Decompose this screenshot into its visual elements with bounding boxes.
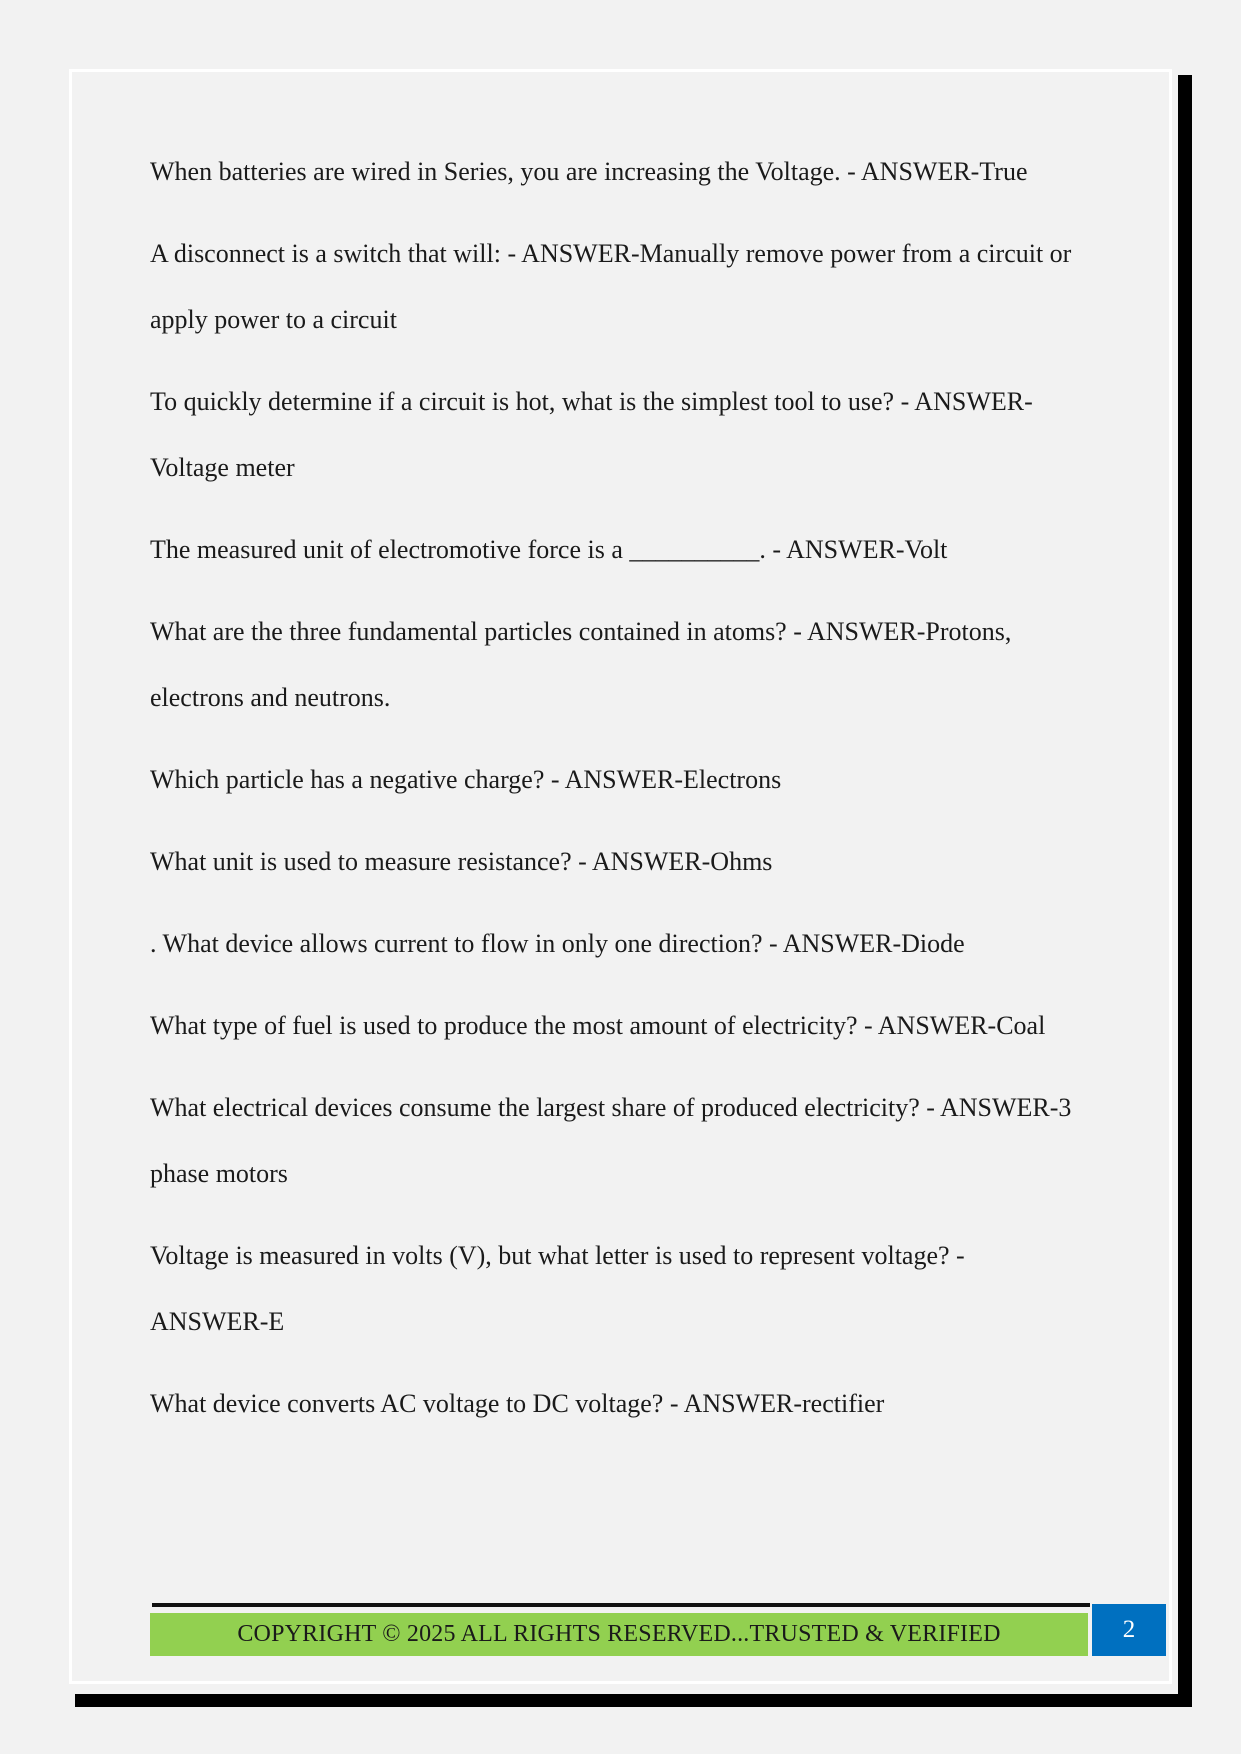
qa-item: What device converts AC voltage to DC voltage? - ANSWER-rectifier — [150, 1389, 885, 1418]
page-number: 2 — [1122, 1616, 1136, 1643]
qa-list — [150, 139, 1080, 1453]
page-number-box — [1092, 1604, 1166, 1656]
qa-item: When batteries are wired in Series, you are increasing the Voltage. - ANSWER-True — [150, 157, 1028, 186]
page-shadow-bottom — [75, 1694, 1192, 1707]
footer-rule — [152, 1603, 1090, 1607]
qa-item: Voltage is measured in volts (V), but what letter is used to represent voltage? - ANSWER-E — [150, 1241, 965, 1336]
qa-item: The measured unit of electromotive force is a __________. - ANSWER-Volt — [150, 535, 948, 564]
page-shadow-right — [1178, 75, 1192, 1707]
qa-item: What unit is used to measure resistance? - ANSWER-Ohms — [150, 847, 773, 876]
qa-item: What electrical devices consume the largest share of produced electricity? - ANSWER-3 phase motors — [150, 1093, 1072, 1188]
qa-item: What are the three fundamental particles contained in atoms? - ANSWER-Protons, electrons and neutrons. — [150, 617, 1012, 712]
qa-item: A disconnect is a switch that will: - ANSWER-Manually remove power from a circuit or apply power to a circuit — [150, 239, 1072, 334]
qa-item: Which particle has a negative charge? - ANSWER-Electrons — [150, 765, 782, 794]
qa-item: . What device allows current to flow in only one direction? - ANSWER-Diode — [150, 929, 965, 958]
footer-copyright-bar — [150, 1613, 1088, 1656]
copyright-text: COPYRIGHT © 2025 ALL RIGHTS RESERVED...TRUSTED & VERIFIED — [237, 1621, 1001, 1647]
qa-item: What type of fuel is used to produce the most amount of electricity? - ANSWER-Coal — [150, 1011, 1046, 1040]
qa-item: To quickly determine if a circuit is hot, what is the simplest tool to use? - ANSWER-Voltage meter — [150, 387, 1033, 482]
